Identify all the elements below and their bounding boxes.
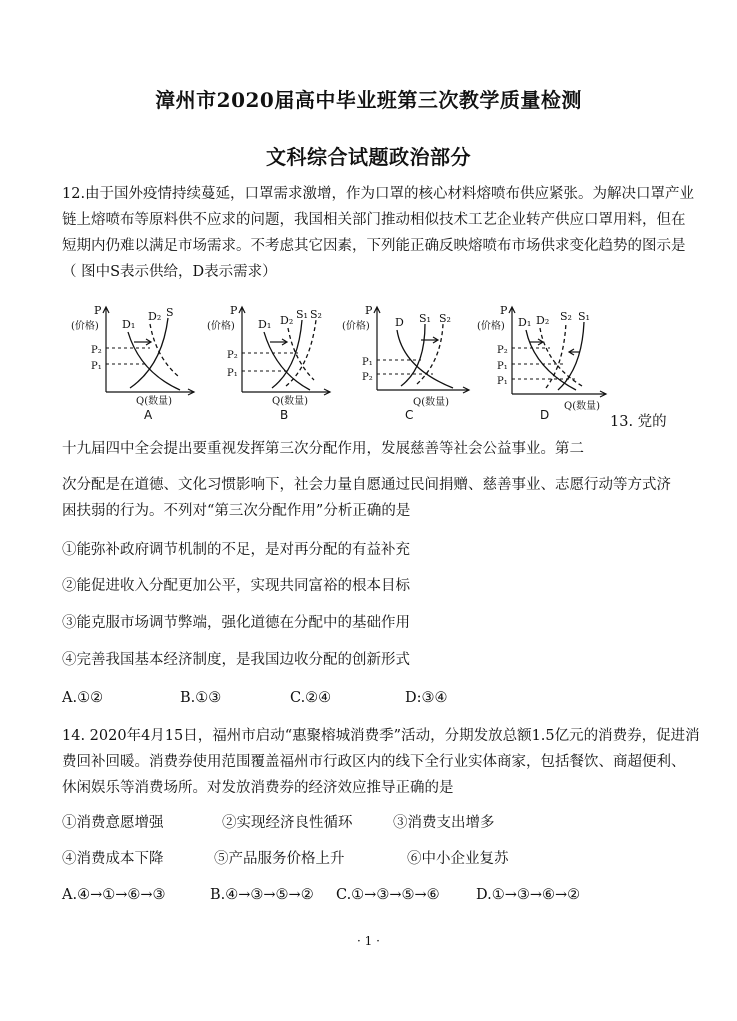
graph-caption-a: A (144, 408, 153, 422)
q12-line-1: 12.由于国外疫情持续蔓延，口罩需求激增，作为口罩的核心材料熔喷布供应紧张。为解决口罩产业 (62, 186, 695, 202)
q14-line-3: 休闲娱乐等消费场所。对发放消费券的经济效应推导正确的是 (62, 780, 454, 796)
q12-line-2: 链上熔喷布等原料供不应求的问题，我国相关部门推动相似技术工艺企业转产供应口罩用料，但在 (62, 212, 686, 228)
y-axis-unit: (价格) (477, 321, 505, 332)
graph-caption-c: C (405, 408, 414, 422)
q13-item-1: ①能弥补政府调节机制的不足，是对再分配的有益补充 (62, 542, 410, 558)
curve-label-s1: S₁ (296, 308, 308, 321)
y-axis-unit: (价格) (342, 321, 370, 332)
graph-caption-d: D (540, 408, 550, 422)
y-axis-unit: (价格) (71, 321, 99, 332)
y-axis-label: P (500, 304, 508, 317)
curve-label-s1: S₁ (419, 312, 431, 325)
curve-label-d2: D₂ (148, 310, 162, 323)
curve-label-d2: D₂ (536, 314, 550, 327)
supply-curve-s1 (558, 322, 584, 390)
q14-item-3: ③消费支出增多 (393, 815, 495, 831)
supply-curve-s2 (546, 322, 566, 388)
curve-label-d1: D₁ (518, 316, 532, 329)
x-axis-label: Q(数量) (136, 396, 173, 407)
graph-b (206, 302, 336, 422)
y-axis-label: P (365, 304, 373, 317)
q14-item-5: ⑤产品服务价格上升 (214, 851, 345, 867)
q13-line-2: 次分配是在道德、文化习惯影响下，社会力量自愿通过民间捐赠、慈善事业、志愿行动等方式济 (62, 477, 671, 493)
q13-option-b: B.①③ (180, 690, 222, 706)
q14-option-c: C.①→③→⑤→⑥ (336, 887, 440, 903)
graph-a (70, 302, 200, 422)
q14-item-2: ②实现经济良性循环 (222, 815, 353, 831)
price-mark-p2: P₂ (91, 345, 102, 356)
paper-title: 漳州市2020届高中毕业班第三次教学质量检测 (155, 88, 582, 112)
graph-d (476, 302, 611, 422)
demand-curve-d2 (288, 328, 314, 380)
price-mark-p1b: P₁ (497, 376, 508, 387)
price-mark-p2: P₂ (497, 345, 508, 356)
q14-item-6: ⑥中小企业复苏 (407, 851, 509, 867)
y-axis-label: P (94, 304, 102, 317)
q14-option-d: D.①→③→⑥→② (476, 887, 581, 903)
x-axis-label: Q(数量) (564, 401, 601, 412)
page-number: · 1 · (357, 934, 380, 948)
q13-line-3: 困扶弱的行为。不列对“第三次分配作用”分析正确的是 (62, 503, 411, 519)
curve-label-d2: D₂ (280, 314, 294, 327)
q13-line-1: 十九届四中全会提出要重视发挥第三次分配作用，发展慈善等社会公益事业。第二 (62, 441, 584, 457)
price-mark-p1: P₁ (91, 361, 102, 372)
graph-c (341, 302, 476, 422)
price-mark-p1: P₁ (227, 368, 238, 379)
q13-option-a: A.①② (62, 690, 104, 706)
q13-option-c: C.②④ (290, 690, 332, 706)
q14-line-2: 费回补回暖。消费券使用范围覆盖福州市行政区内的线下全行业实体商家，包括餐饮、商超便利、 (62, 754, 686, 770)
price-mark-p2: P₂ (362, 372, 373, 383)
curve-label-s1: S₁ (578, 310, 590, 323)
curve-label-s: S (166, 306, 174, 319)
q13-lead: 13. 党的 (610, 414, 667, 430)
supply-curve-s (130, 318, 168, 388)
q14-item-4: ④消费成本下降 (62, 851, 164, 867)
paper-subtitle: 文科综合试题政治部分 (266, 145, 471, 169)
curve-label-s2: S₂ (560, 310, 572, 323)
demand-curve-d1 (264, 332, 310, 390)
graph-caption-b: B (280, 408, 289, 422)
q13-item-2: ②能促进收入分配更加公平，实现共同富裕的根本目标 (62, 578, 410, 594)
demand-curve-d (397, 330, 453, 388)
q14-line-1: 14. 2020年4月15日，福州市启动“惠聚榕城消费季”活动，分期发放总额1.5亿元的消费券，促进消 (62, 728, 700, 744)
curve-label-d: D (395, 316, 404, 329)
y-axis-unit: (价格) (207, 321, 235, 332)
q12-line-3: 短期内仍难以满足市场需求。不考虑其它因素，下列能正确反映熔喷布市场供求变化趋势的图示是 (62, 238, 686, 254)
price-mark-p2: P₂ (227, 350, 238, 361)
demand-curve-d2 (540, 328, 582, 386)
q12-line-4: （ 图中S表示供给，D表示需求） (62, 264, 277, 280)
q13-item-4: ④完善我国基本经济制度，是我国边收分配的创新形式 (62, 652, 410, 668)
q14-option-a: A.④→①→⑥→③ (62, 887, 166, 903)
supply-curve-s1 (272, 320, 302, 388)
curve-label-s2: S₂ (439, 312, 451, 325)
curve-label-d1: D₁ (258, 318, 272, 331)
q13-item-3: ③能克服市场调节弊端，强化道德在分配中的基础作用 (62, 615, 410, 631)
price-mark-p1: P₁ (362, 357, 373, 368)
curve-label-s2: S₂ (310, 308, 322, 321)
q13-option-d: D:③④ (405, 690, 448, 706)
supply-curve-s1 (401, 324, 425, 386)
x-axis-label: Q(数量) (413, 397, 450, 408)
y-axis-label: P (230, 304, 238, 317)
price-mark-p1: P₁ (497, 361, 508, 372)
demand-curve-d2 (150, 324, 178, 376)
q14-item-1: ①消费意愿增强 (62, 815, 164, 831)
curve-label-d1: D₁ (122, 318, 136, 331)
x-axis-label: Q(数量) (272, 396, 309, 407)
q14-option-b: B.④→③→⑤→② (210, 887, 314, 903)
